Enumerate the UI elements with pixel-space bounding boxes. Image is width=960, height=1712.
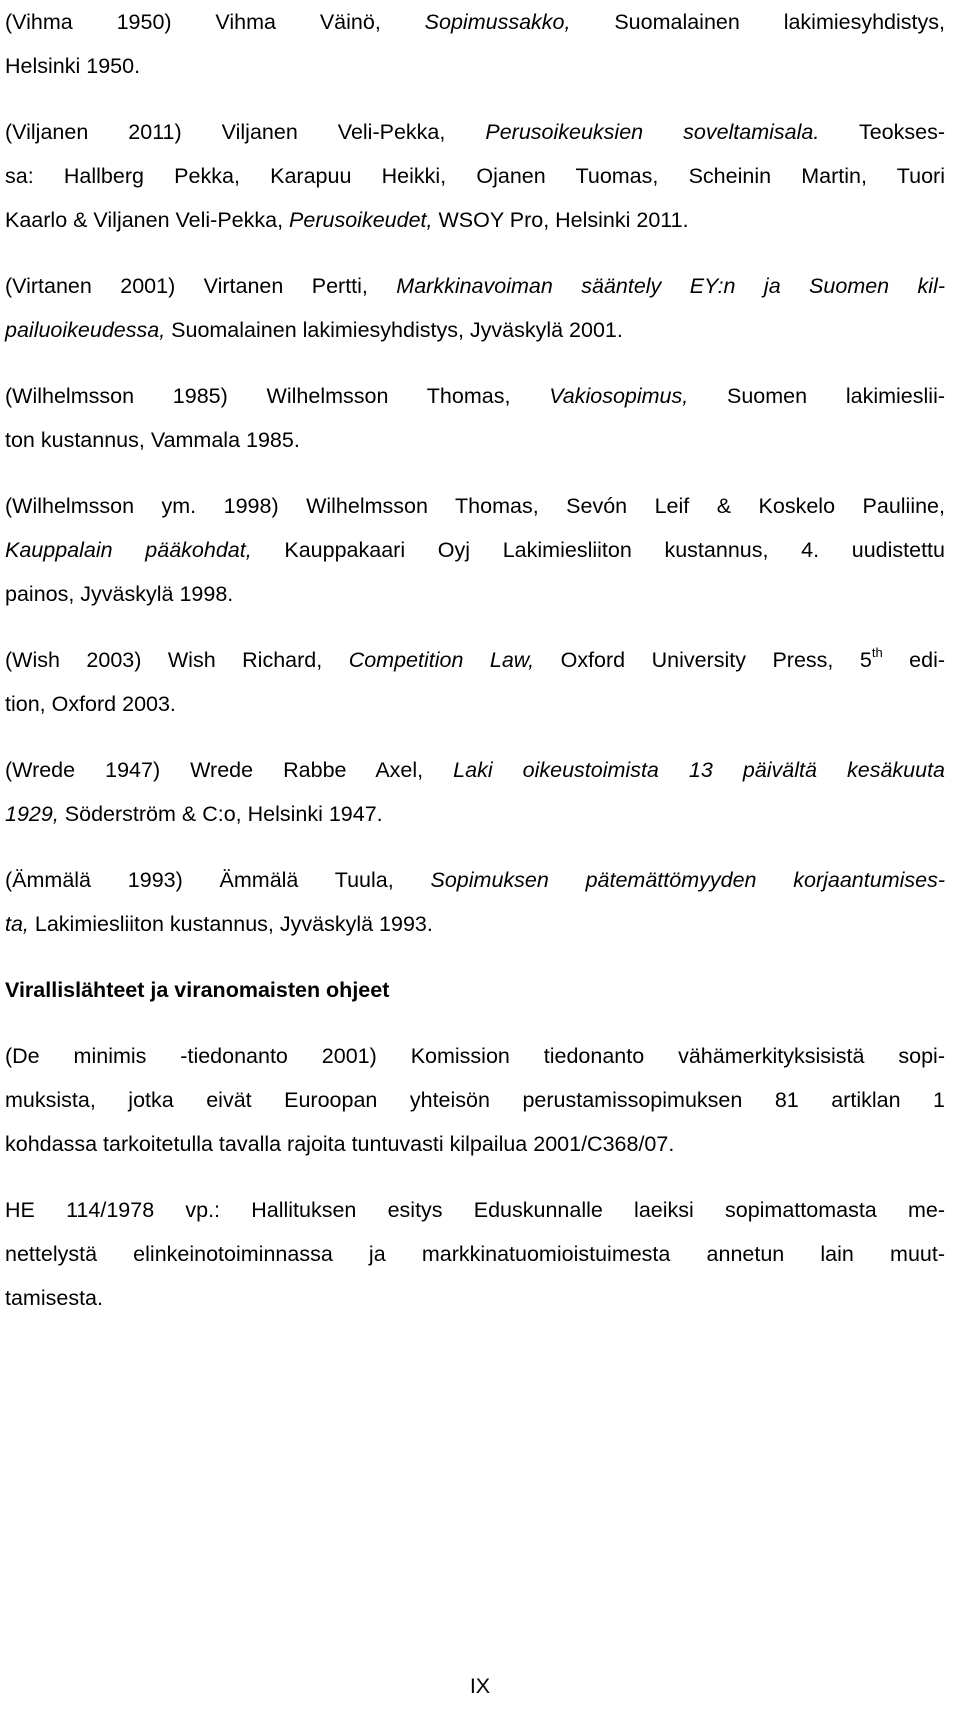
reference-line xyxy=(5,374,945,418)
italic-title: pailuoikeudessa, xyxy=(5,318,166,342)
reference-entry xyxy=(5,638,945,726)
reference-line xyxy=(5,572,945,616)
reference-text: Suomalainen lakimiesyhdistys, xyxy=(570,10,945,34)
reference-text: (Wish 2003) Wish Richard, xyxy=(5,648,349,672)
reference-text: (Viljanen 2011) Viljanen Veli-Pekka, xyxy=(5,120,486,144)
reference-text: (Virtanen 2001) Virtanen Pertti, xyxy=(5,274,397,298)
reference-text: sa: Hallberg Pekka, Karapuu Heikki, Ojanen Tuomas, Scheinin Martin, Tuori xyxy=(5,164,945,188)
italic-title: Laki oikeustoimista 13 päivältä kesäkuuta xyxy=(453,758,946,782)
reference-line xyxy=(5,682,945,726)
reference-line xyxy=(5,902,945,946)
reference-text: Kauppakaari Oyj Lakimiesliiton kustannus, 4. uudistettu xyxy=(251,538,945,562)
reference-text: (De minimis -tiedonanto 2001) Komission tiedonanto vähämerkityksisistä sopi- xyxy=(5,1044,945,1068)
reference-entry xyxy=(5,1188,945,1320)
reference-entry xyxy=(5,374,945,462)
reference-text: Lakimiesliiton kustannus, Jyväskylä 1993. xyxy=(28,912,433,936)
italic-title: Sopimuksen pätemättömyyden korjaantumises- xyxy=(430,868,945,892)
reference-text: Kaarlo & Viljanen Veli-Pekka, xyxy=(5,208,290,232)
reference-text: muksista, jotka eivät Euroopan yhteisön perustamissopimuksen 81 artiklan 1 xyxy=(5,1088,945,1112)
reference-line xyxy=(5,858,945,902)
italic-title: Vakiosopimus, xyxy=(549,384,689,408)
italic-title: Markkinavoiman sääntely EY:n ja Suomen kil- xyxy=(396,274,946,298)
reference-text: Suomalainen lakimiesyhdistys, Jyväskylä 2001. xyxy=(165,318,623,342)
reference-text: (Wilhelmsson ym. 1998) Wilhelmsson Thomas, Sevón Leif & Koskelo Pauliine, xyxy=(5,494,945,518)
italic-title: ta, xyxy=(5,912,29,936)
spacer xyxy=(5,352,945,374)
reference-line xyxy=(5,1232,945,1276)
reference-entry xyxy=(5,0,945,88)
reference-entry xyxy=(5,748,945,836)
reference-line xyxy=(5,1078,945,1122)
reference-text: tion, Oxford 2003. xyxy=(5,692,176,716)
reference-entry xyxy=(5,484,945,616)
reference-text: Söderström & C:o, Helsinki 1947. xyxy=(58,802,383,826)
italic-title: Sopimussakko, xyxy=(424,10,571,34)
reference-line xyxy=(5,418,945,462)
italic-title: Perusoikeudet, xyxy=(289,208,433,232)
reference-entry xyxy=(5,858,945,946)
spacer xyxy=(5,1012,945,1034)
reference-text: ton kustannus, Vammala 1985. xyxy=(5,428,300,452)
superscript: th xyxy=(871,644,883,660)
reference-line xyxy=(5,484,945,528)
section-heading: Virallislähteet ja viranomaisten ohjeet xyxy=(5,978,390,1002)
reference-line xyxy=(5,198,945,242)
spacer xyxy=(5,836,945,858)
italic-title: 1929, xyxy=(5,802,59,826)
reference-line xyxy=(5,154,945,198)
reference-line xyxy=(5,1034,945,1078)
page-number: IX xyxy=(469,1674,491,1698)
reference-line xyxy=(5,1188,945,1232)
reference-text: (Vihma 1950) Vihma Väinö, xyxy=(5,10,425,34)
reference-line xyxy=(5,638,945,682)
italic-title: Competition Law, xyxy=(348,648,535,672)
reference-text: (Ämmälä 1993) Ämmälä Tuula, xyxy=(5,868,431,892)
reference-text: (Wilhelmsson 1985) Wilhelmsson Thomas, xyxy=(5,384,550,408)
reference-text: HE 114/1978 vp.: Hallituksen esitys Eduskunnalle laeiksi sopimattomasta me- xyxy=(5,1198,945,1222)
italic-title: Kauppalain pääkohdat, xyxy=(5,538,252,562)
spacer xyxy=(5,88,945,110)
spacer xyxy=(5,242,945,264)
reference-text: kohdassa tarkoitetulla tavalla rajoita tuntuvasti kilpailua 2001/C368/07. xyxy=(5,1132,675,1156)
reference-line xyxy=(5,0,945,44)
reference-text: Suomen lakimieslii- xyxy=(688,384,946,408)
reference-text: painos, Jyväskylä 1998. xyxy=(5,582,234,606)
reference-line xyxy=(5,748,945,792)
spacer xyxy=(5,616,945,638)
reference-entry xyxy=(5,1034,945,1166)
reference-line xyxy=(5,1122,945,1166)
document-page xyxy=(5,0,945,1320)
reference-text: (Wrede 1947) Wrede Rabbe Axel, xyxy=(5,758,454,782)
reference-text: Teokses- xyxy=(819,120,945,144)
reference-line xyxy=(5,308,945,352)
reference-text: WSOY Pro, Helsinki 2011. xyxy=(432,208,689,232)
reference-line xyxy=(5,792,945,836)
spacer xyxy=(5,726,945,748)
reference-line xyxy=(5,110,945,154)
reference-text: edi- xyxy=(882,648,946,672)
reference-text: nettelystä elinkeinotoiminnassa ja markkinatuomioistuimesta annetun lain muut- xyxy=(5,1242,945,1266)
reference-entry xyxy=(5,110,945,242)
reference-line xyxy=(5,528,945,572)
spacer xyxy=(5,946,945,968)
italic-title: Perusoikeuksien soveltamisala. xyxy=(485,120,820,144)
reference-line xyxy=(5,44,945,88)
reference-entry xyxy=(5,264,945,352)
spacer xyxy=(5,462,945,484)
reference-text: Helsinki 1950. xyxy=(5,54,141,78)
spacer xyxy=(5,1166,945,1188)
reference-list xyxy=(5,0,945,946)
reference-text: Oxford University Press, 5 xyxy=(534,648,872,672)
reference-line xyxy=(5,264,945,308)
reference-text: tamisesta. xyxy=(5,1286,103,1310)
official-sources-list xyxy=(5,1034,945,1320)
reference-line xyxy=(5,1276,945,1320)
